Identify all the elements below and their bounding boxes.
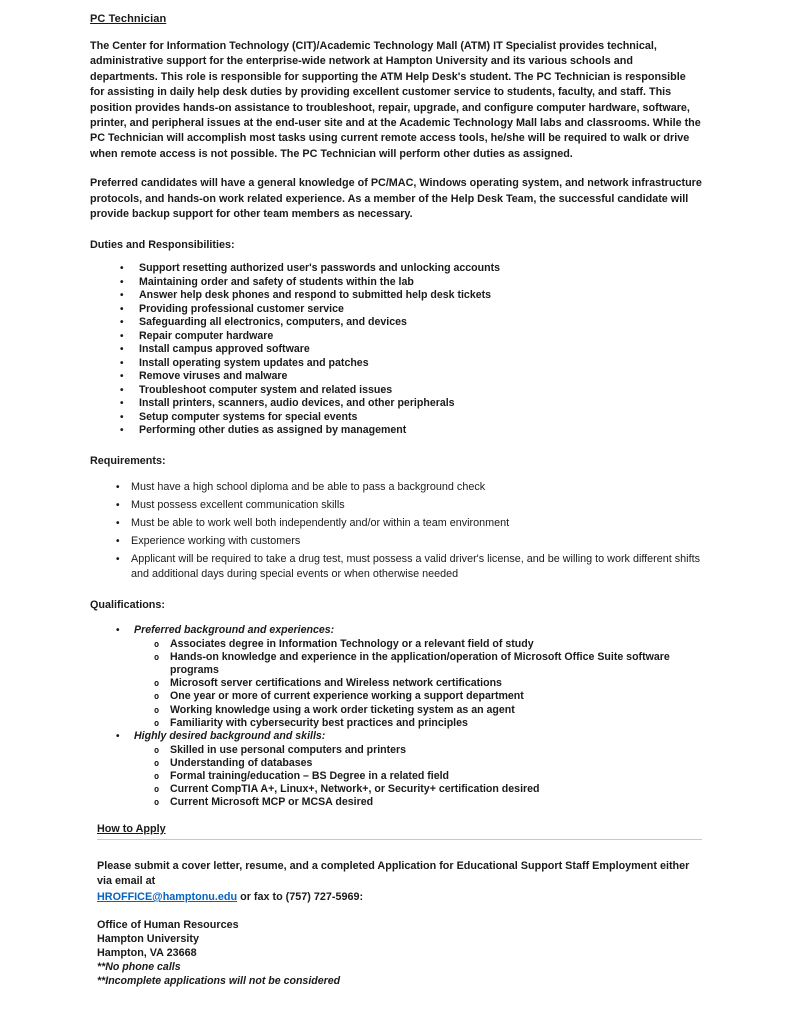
bullet-icon: • [120,317,124,329]
qualification-item-text: Current Microsoft MCP or MCSA desired [170,796,374,809]
notes-block [97,960,702,988]
requirements-heading: Requirements: [90,454,166,467]
qualifications-list [90,624,702,810]
duties-list-item [90,262,702,276]
bullet-icon: • [116,517,120,529]
bullet-icon: • [120,303,124,315]
qualification-item-text: One year or more of current experience working a support department [170,690,524,703]
address-line: Hampton, VA 23668 [97,946,197,959]
qualification-sub-item [90,638,702,651]
bullet-icon: • [120,330,124,342]
bullet-icon: • [120,357,124,369]
bullet-icon: • [120,425,124,437]
duties-list-item [90,316,702,330]
qualification-item-text: Microsoft server certifications and Wireless network certifications [170,677,502,690]
qualification-item-text: Working knowledge using a work order ticketing system as an agent [170,703,515,716]
requirements-list-item [90,552,702,582]
circle-bullet-icon: o [154,679,160,690]
qualification-sub-item [90,770,702,783]
duties-item-text: Repair computer hardware [139,329,274,342]
duties-item-text: Maintaining order and safety of students within the lab [139,275,414,288]
circle-bullet-icon: o [154,758,160,769]
bullet-icon: • [120,371,124,383]
duties-list-item [90,276,702,290]
qualification-sub-item [90,757,702,770]
qualification-sub-item [90,690,702,703]
requirements-item-text: Experience working with customers [131,534,301,547]
intro-paragraph-2: Preferred candidates will have a general knowledge of PC/MAC, Windows operating system, and network infrastructure protocols, and hands-on work related experience. As a member of the Help Desk Team, the successful candidate will provide backup support for other team members as necessary. [90,177,702,221]
duties-list-item [90,397,702,411]
qualification-item-text: Associates degree in Information Technology or a relevant field of study [170,637,534,650]
group-label-text: Preferred background and experiences: [134,623,335,636]
requirements-item-text: Must be able to work well both independently and/or within a team environment [131,516,510,529]
qualification-item-text: Formal training/education – BS Degree in a related field [170,769,450,782]
circle-bullet-icon: o [154,639,160,650]
qualifications-heading: Qualifications: [90,598,165,611]
requirements-list-item [90,516,702,531]
duties-item-text: Support resetting authorized user's passwords and unlocking accounts [139,262,500,275]
duties-heading: Duties and Responsibilities: [90,239,235,252]
duties-item-text: Providing professional customer service [139,302,344,315]
circle-bullet-icon: o [154,705,160,716]
circle-bullet-icon: o [154,785,160,796]
bullet-icon: • [120,276,124,288]
duties-item-text: Troubleshoot computer system and related issues [139,383,393,396]
qualification-item-text: Understanding of databases [170,756,313,769]
apply-text-before-email: Please submit a cover letter, resume, and a completed Application for Educational Support Staff Employment either via email at [97,859,690,888]
note-line: **No phone calls [97,960,181,973]
note-line: **Incomplete applications will not be considered [97,974,341,987]
circle-bullet-icon: o [154,718,160,729]
requirements-list-item [90,480,702,495]
circle-bullet-icon: o [154,771,160,782]
intro-paragraph-1: The Center for Information Technology (CIT)/Academic Technology Mall (ATM) IT Specialist provides technical, administrative support for the enterprise-wide network at Hampton University and its various schools and departments. This role is responsible for supporting the ATM Help Desk's student. The PC Technician is responsible for assisting in daily help desk duties by providing excellent customer service to students, faculty, and staff. This position provides hands-on assistance to troubleshoot, repair, upgrade, and configure computer hardware, software, printer, and peripheral issues at the end-user site and at the Academic Technology Mall labs and classrooms. While the PC Technician will accomplish most tasks using current remote access tools, he/she will be required to walk or drive when remote access is not possible. The PC Technician will perform other duties as assigned. [90,40,701,160]
bullet-icon: • [120,290,124,302]
requirements-list-item [90,534,702,549]
duties-list-item [90,424,702,438]
bullet-icon: • [120,263,124,275]
duties-list-item [90,303,702,317]
duties-list [90,262,702,438]
qualification-sub-item [90,704,702,717]
duties-item-text: Install printers, scanners, audio devices, and other peripherals [139,397,455,410]
bullet-icon: • [116,499,120,511]
qualifications-group-label-preferred [90,624,702,638]
page-title: PC Technician [90,13,167,25]
qualification-item-text: Familiarity with cybersecurity best practices and principles [170,716,468,729]
address-block [97,918,702,960]
duties-list-item [90,384,702,398]
bullet-icon: • [116,730,120,742]
qualification-item-text: Hands-on knowledge and experience in the application/operation of Microsoft Office Suite software programs [170,650,670,676]
section-divider [97,819,702,840]
qualification-sub-item [90,651,702,677]
how-to-apply-heading: How to Apply [97,822,166,835]
duties-list-item [90,289,702,303]
bullet-icon: • [116,481,120,493]
duties-item-text: Remove viruses and malware [139,370,288,383]
duties-item-text: Performing other duties as assigned by management [139,424,407,437]
requirements-list-item [90,498,702,513]
duties-item-text: Safeguarding all electronics, computers, and devices [139,316,407,329]
qualifications-sublist-preferred [90,638,702,730]
duties-list-item [90,370,702,384]
qualification-sub-item [90,744,702,757]
qualification-sub-item [90,783,702,796]
circle-bullet-icon: o [154,692,160,703]
apply-instructions [97,859,702,906]
qualification-sub-item [90,796,702,809]
duties-item-text: Install operating system updates and patches [139,356,369,369]
duties-list-item [90,357,702,371]
circle-bullet-icon: o [154,798,160,809]
duties-item-text: Setup computer systems for special events [139,410,358,423]
duties-item-text: Install campus approved software [139,343,310,356]
requirements-list [90,480,702,582]
group-label-text: Highly desired background and skills: [134,729,326,742]
qualification-sub-item [90,717,702,730]
bullet-icon: • [116,553,120,565]
bullet-icon: • [120,411,124,423]
qualifications-sublist-desired [90,744,702,810]
how-to-apply-section [97,819,702,988]
bullet-icon: • [116,535,120,547]
requirements-item-text: Must have a high school diploma and be able to pass a background check [131,480,486,493]
duties-list-item [90,343,702,357]
apply-text-after-email: or fax to (757) 727-5969: [240,891,364,904]
address-line: Office of Human Resources [97,918,239,931]
bullet-icon: • [120,344,124,356]
requirements-item-text: Applicant will be required to take a drug test, must possess a valid driver's license, and be willing to work different shifts and additional days during special events or when otherwise needed [131,552,700,580]
qualification-item-text: Current CompTIA A+, Linux+, Network+, or Security+ certification desired [170,783,540,796]
bullet-icon: • [120,384,124,396]
address-line: Hampton University [97,932,199,945]
email-link[interactable]: HROFFICE@hamptonu.edu [97,891,238,904]
qualifications-group-label-desired [90,730,702,744]
requirements-item-text: Must possess excellent communication skills [131,498,345,511]
duties-item-text: Answer help desk phones and respond to submitted help desk tickets [139,289,492,302]
bullet-icon: • [120,398,124,410]
circle-bullet-icon: o [154,745,160,756]
qualification-item-text: Skilled in use personal computers and printers [170,743,407,756]
bullet-icon: • [116,624,120,636]
duties-list-item [90,330,702,344]
circle-bullet-icon: o [154,652,160,663]
qualification-sub-item [90,677,702,690]
duties-list-item [90,411,702,425]
